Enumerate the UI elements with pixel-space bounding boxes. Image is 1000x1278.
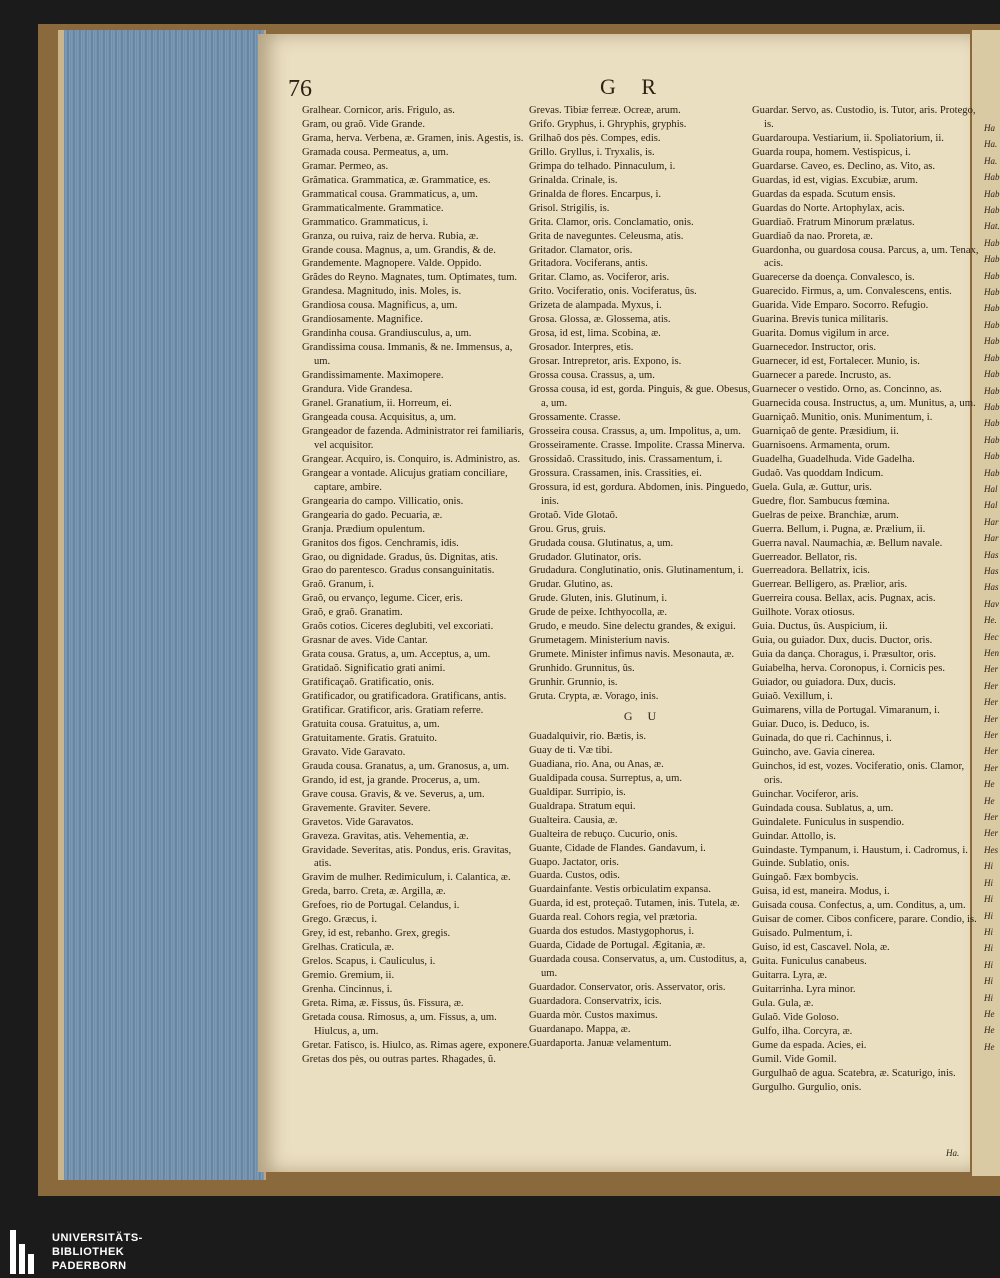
dictionary-entry: Gravato. Vide Garavato.	[302, 746, 406, 758]
dictionary-entry: Grito. Vociferatio, onis. Vociferatus, ûs.	[529, 286, 697, 298]
dictionary-entry: Gritador. Clamator, oris.	[529, 244, 633, 256]
right-page-stub: Hi	[984, 943, 993, 954]
dictionary-entry: Guita. Funiculus canabeus.	[752, 956, 867, 968]
right-page-stub: Hi	[984, 910, 993, 921]
right-page-stub: Her	[984, 730, 998, 741]
dictionary-entry: Guisa, id est, maneira. Modus, i.	[752, 886, 890, 898]
dictionary-entry: Guarda real. Cohors regia, vel prætoria.	[529, 912, 698, 924]
dictionary-entry: Grotaõ. Vide Glotaõ.	[529, 509, 618, 521]
dictionary-entry: Gretada cousa. Rimosus, a, um. Fissus, a, um. Hiulcus, a, um.	[302, 1011, 497, 1037]
dictionary-entry: Guardadora. Conservatrix, icis.	[529, 996, 662, 1008]
dictionary-entry: Grumete. Minister infimus navis. Mesonauta, æ.	[529, 649, 735, 661]
right-page-stub: Hab	[984, 369, 1000, 380]
dictionary-entry: Grisol. Strigilis, is.	[529, 202, 610, 214]
dictionary-entry: Guarita. Domus vigilum in arce.	[752, 328, 890, 340]
dictionary-entry: Gravim de mulher. Redimiculum, i. Calantica, æ.	[302, 872, 511, 884]
dictionary-entry: Grammatico. Grammaticus, i.	[302, 216, 429, 228]
dictionary-entry: Grosa, id est, lima. Scobina, æ.	[529, 328, 661, 340]
dictionary-entry: Grudar. Glutino, as.	[529, 579, 613, 591]
dictionary-entry: Gruta. Crypta, æ. Vorago, inis.	[529, 691, 659, 703]
dictionary-entry: Guindada cousa. Sublatus, a, um.	[752, 802, 894, 814]
dictionary-entry: Gualteira. Causia, æ.	[529, 814, 618, 826]
dictionary-entry: Guardaroupa. Vestiarium, ii. Spoliatorium, ii.	[752, 132, 944, 144]
dictionary-entry: Grilhaõ dos pès. Compes, edis.	[529, 132, 661, 144]
right-page-stub: Hab	[984, 418, 1000, 429]
dictionary-entry: Gramada cousa. Permeatus, a, um.	[302, 146, 449, 158]
dictionary-entry: Guia, ou guiador. Dux, ducis. Ductor, oris.	[752, 635, 933, 647]
dictionary-entry: Grevas. Tibiæ ferreæ. Ocreæ, arum.	[529, 105, 681, 116]
right-page-stub: He	[984, 795, 995, 806]
dictionary-entry: Grudo, e meudo. Sine delectu grandes, & exigui.	[529, 621, 736, 633]
dictionary-entry: Guela. Gula, æ. Guttur, uris.	[752, 481, 872, 493]
dictionary-entry: Gramar. Permeo, as.	[302, 160, 389, 172]
right-page-stub: Hab	[984, 434, 1000, 445]
dictionary-entry: Grude de peixe. Ichthyocolla, æ.	[529, 607, 667, 619]
dictionary-entry: Gualteira de rebuço. Cucurio, onis.	[529, 828, 678, 840]
page-number: 76	[288, 76, 312, 102]
dictionary-entry: Gram, ou graõ. Vide Grande.	[302, 118, 426, 130]
dictionary-entry: Grifo. Gryphus, i. Ghryphis, gryphis.	[529, 118, 687, 130]
right-page-stub: Hi	[984, 959, 993, 970]
dictionary-entry: Grangear. Acquiro, is. Conquiro, is. Administro, as.	[302, 453, 521, 465]
dictionary-entry: Grinalda. Crinale, is.	[529, 174, 618, 186]
dictionary-entry: Guardiaõ da nao. Proreta, æ.	[752, 230, 873, 242]
dictionary-entry: Grude. Gluten, inis. Glutinum, i.	[529, 593, 668, 605]
dictionary-entry: Guarecerse da doença. Convalesco, is.	[752, 272, 915, 284]
column-3	[752, 104, 980, 1095]
dictionary-entry: Graõs cotios. Ciceres deglubiti, vel excoriati.	[302, 621, 494, 633]
dictionary-entry: Guarda. Custos, odis.	[529, 870, 620, 882]
dictionary-entry: Guinchos, id est, vozes. Vociferatio, onis. Clamor, oris.	[752, 760, 965, 786]
dictionary-entry: Guarnecedor. Instructor, oris.	[752, 342, 877, 354]
dictionary-entry: Grelos. Scapus, i. Cauliculus, i.	[302, 956, 436, 968]
dictionary-entry: Grandissima cousa. Immanis, & ne. Immensus, a, um.	[302, 342, 513, 368]
dictionary-entry: Guarniçaõ de gente. Præsidium, ii.	[752, 425, 899, 437]
dictionary-entry: Gratuita cousa. Gratuitus, a, um.	[302, 718, 440, 730]
right-page-stub: Her	[984, 746, 998, 757]
dictionary-entry: Guitarrinha. Lyra minor.	[752, 984, 856, 996]
library-line-2: BIBLIOTHEK	[52, 1246, 125, 1258]
dictionary-entry: Guelras de peixe. Branchiæ, arum.	[752, 509, 899, 521]
dictionary-entry: Gume da espada. Acies, ei.	[752, 1039, 867, 1051]
right-page-stub: Hab	[984, 451, 1000, 462]
dictionary-entry: Grando, id est, ja grande. Procerus, a, um.	[302, 774, 480, 786]
dictionary-entry: Gulaõ. Vide Goloso.	[752, 1011, 839, 1023]
dictionary-entry: Gratidaõ. Significatio grati animi.	[302, 663, 446, 675]
right-page-stub: Hal	[984, 483, 998, 494]
dictionary-entry: Grou. Grus, gruis.	[529, 523, 606, 535]
dictionary-entry: Gualdrapa. Stratum equi.	[529, 800, 636, 812]
dictionary-entry: Gurgulhaõ de agua. Scatebra, æ. Scaturigo, inis.	[752, 1067, 956, 1079]
dictionary-entry: Gravidade. Severitas, atis. Pondus, eris. Gravitas, atis.	[302, 844, 512, 870]
dictionary-entry: Grita de naveguntes. Celeusma, atis.	[529, 230, 684, 242]
right-page-stub: Hab	[984, 385, 1000, 396]
dictionary-entry: Guerra naval. Naumachia, æ. Bellum navale.	[752, 537, 943, 549]
right-page-stub: Hav	[984, 598, 999, 609]
dictionary-entry: Gula. Gula, æ.	[752, 998, 814, 1009]
right-page-stub: Hab	[984, 270, 1000, 281]
dictionary-entry: Granel. Granatium, ii. Horreum, ei.	[302, 398, 452, 410]
right-page-stub: He.	[984, 615, 997, 626]
dictionary-entry: Grossidaõ. Crassitudo, inis. Crassamentum, i.	[529, 453, 723, 465]
right-page-stub: Ha	[984, 123, 995, 133]
dictionary-entry: Guerra. Bellum, i. Pugna, æ. Prælium, ii.	[752, 523, 926, 535]
dictionary-entry: Guerreador. Bellator, ris.	[752, 551, 858, 563]
dictionary-entry: Gratificaçaõ. Gratificatio, onis.	[302, 677, 435, 689]
dictionary-entry: Guinada, do que ri. Cachinnus, i.	[752, 732, 892, 744]
dictionary-entry: Gretar. Fatisco, is. Hiulco, as. Rimas agere, exponere.	[302, 1039, 530, 1051]
dictionary-entry: Grandesa. Magnitudo, inis. Moles, is.	[302, 286, 462, 298]
right-page-stub: Hab	[984, 336, 1000, 347]
dictionary-entry: Grangearia do campo. Villicatio, onis.	[302, 495, 464, 507]
dictionary-entry: Gudaõ. Vas quoddam Indicum.	[752, 467, 884, 479]
dictionary-entry: Gratificar. Gratificor, aris. Gratiam referre.	[302, 704, 484, 716]
dictionary-entry: Guarda roupa, homem. Vestispicus, i.	[752, 146, 911, 158]
dictionary-entry: Granja. Prædium opulentum.	[302, 523, 425, 535]
dictionary-entry: Guadelha, Guadelhuda. Vide Gadelha.	[752, 453, 915, 465]
right-page-stub: Hab	[984, 401, 1000, 412]
right-page-stub: Hi	[984, 877, 993, 888]
dictionary-entry: Guerreira cousa. Bellax, acis. Pugnax, acis.	[752, 593, 936, 605]
dictionary-entry: Guadalquivir, rio. Bætis, is.	[529, 730, 646, 742]
dictionary-entry: Guarina. Brevis tunica militaris.	[752, 314, 889, 326]
dictionary-entry: Gulfo, ilha. Corcyra, æ.	[752, 1025, 853, 1037]
right-page-stub: Has	[984, 549, 999, 560]
right-page-stub: Hi	[984, 926, 993, 937]
library-line-1: UNIVERSITÄTS-	[52, 1232, 143, 1244]
dictionary-entry: Gralhear. Cornicor, aris. Frigulo, as.	[302, 105, 455, 116]
dictionary-entry: Guardaporta. Januæ velamentum.	[529, 1037, 672, 1049]
dictionary-entry: Guiador, ou guiadora. Dux, ducis.	[752, 677, 896, 689]
dictionary-entry: Grunhido. Grunnitus, ûs.	[529, 663, 635, 675]
dictionary-entry: Grosa. Glossa, æ. Glossema, atis.	[529, 314, 671, 326]
dictionary-entry: Grangeada cousa. Acquisitus, a, um.	[302, 411, 457, 423]
library-line-3: PADERBORN	[52, 1260, 127, 1272]
dictionary-entry: Guardar. Servo, as. Custodio, is. Tutor, aris. Protego, is.	[752, 105, 976, 130]
right-page-stub: Her	[984, 713, 998, 724]
dictionary-entry: Grandinha cousa. Grandiusculus, a, um.	[302, 328, 472, 340]
dictionary-entry: Guarda, Cidade de Portugal. Ægitania, æ.	[529, 940, 706, 952]
dictionary-entry: Guiabelha, herva. Coronopus, i. Cornicis pes.	[752, 663, 946, 675]
right-page-stub: Her	[984, 664, 998, 675]
dictionary-entry: Guante, Cidade de Flandes. Gandavum, i.	[529, 842, 706, 854]
dictionary-entry: Guarda mòr. Custos maximus.	[529, 1010, 658, 1021]
right-page-stub: He	[984, 1025, 995, 1036]
right-page-stub: Her	[984, 697, 998, 708]
dictionary-entry: Grama, herva. Verbena, æ. Gramen, inis. Agestis, is.	[302, 132, 524, 144]
dictionary-entry: Gremio. Gremium, ii.	[302, 970, 395, 982]
right-page-stub: Hab	[984, 319, 1000, 330]
dictionary-entry: Guardador. Conservator, oris. Asservator, oris.	[529, 982, 726, 994]
dictionary-entry: Grenha. Cincinnus, i.	[302, 984, 393, 996]
dictionary-entry: Grillo. Gryllus, i. Tryxalis, is.	[529, 146, 655, 158]
right-page-stub: He	[984, 779, 995, 790]
dictionary-entry: Guingaõ. Fæx bombycis.	[752, 872, 859, 884]
dictionary-entry: Grandissimamente. Maximopere.	[302, 370, 444, 382]
dictionary-entry: Grandiosa cousa. Magnificus, a, um.	[302, 300, 458, 312]
dictionary-entry: Grunhir. Grunnio, is.	[529, 677, 618, 689]
dictionary-entry: Grimpa do telhado. Pinnaculum, i.	[529, 160, 676, 172]
dictionary-entry: Guardas da espada. Scutum ensis.	[752, 188, 896, 200]
dictionary-entry: Guimarens, villa de Portugal. Vimaranum, i.	[752, 704, 940, 716]
dictionary-entry: Grave cousa. Gravis, & ve. Severus, a, um.	[302, 788, 485, 800]
dictionary-entry: Gratuitamente. Gratis. Gratuito.	[302, 732, 438, 744]
dictionary-entry: Guarnisoens. Armamenta, orum.	[752, 439, 890, 451]
dictionary-entry: Grandiosamente. Magnifice.	[302, 314, 423, 326]
dictionary-entry: Grefoes, rio de Portugal. Celandus, i.	[302, 900, 460, 912]
right-page-stub: Her	[984, 680, 998, 691]
dictionary-entry: Guiaõ. Vexillum, i.	[752, 691, 833, 703]
dictionary-entry: Grossamente. Crasse.	[529, 411, 621, 423]
dictionary-entry: Guarida. Vide Emparo. Socorro. Refugio.	[752, 300, 929, 312]
dictionary-entry: Gritar. Clamo, as. Vociferor, aris.	[529, 272, 670, 284]
dictionary-entry: Guiso, id est, Cascavel. Nola, æ.	[752, 942, 890, 954]
dictionary-entry: Grosar. Intrepretor, aris. Expono, is.	[529, 356, 682, 368]
right-page-stub: Ha.	[984, 155, 998, 166]
running-header: G R	[600, 74, 667, 99]
dictionary-entry: Grammaticalmente. Grammatice.	[302, 202, 444, 214]
dictionary-entry: Guardonha, ou guardosa cousa. Parcus, a, um. Tenax, acis.	[752, 244, 979, 270]
dictionary-entry: Grego. Græcus, i.	[302, 914, 378, 926]
dictionary-entry: Grao, ou dignidade. Gradus, ûs. Dignitas, atis.	[302, 551, 498, 563]
right-page-stub: Hi	[984, 992, 993, 1003]
dictionary-entry: Grãmatica. Grammatica, æ. Grammatice, es.	[302, 174, 491, 186]
dictionary-entry: Guindalete. Funiculus in suspendio.	[752, 816, 905, 828]
right-page-stub: Hab	[984, 352, 1000, 363]
dictionary-entry: Graõ, ou ervanço, legume. Cicer, eris.	[302, 593, 463, 605]
right-page-stub: Hi	[984, 976, 993, 987]
dictionary-entry: Grao do parentesco. Gradus consanguinitatis.	[302, 565, 495, 577]
dictionary-entry: Guardas do Norte. Artophylax, acis.	[752, 202, 905, 214]
dictionary-entry: Guindaste. Tympanum, i. Haustum, i. Cadromus, i.	[752, 844, 968, 856]
dictionary-entry: Gritadora. Vociferans, antis.	[529, 258, 648, 270]
dictionary-entry: Grossa cousa, id est, gorda. Pinguis, & gue. Obesus, a, um.	[529, 384, 751, 410]
dictionary-entry: Guarnecer a parede. Incrusto, as.	[752, 370, 892, 382]
right-page-stub: Hec	[984, 631, 999, 642]
dictionary-entry: Guardainfante. Vestis orbiculatim expansa.	[529, 884, 711, 896]
dictionary-entry: Grudada cousa. Glutinatus, a, um.	[529, 537, 674, 549]
right-page-stub: Her	[984, 812, 998, 823]
dictionary-entry: Guarnecer, id est, Fortalecer. Munio, is.	[752, 356, 920, 368]
dictionary-entry: Grangearia do gado. Pecuaria, æ.	[302, 509, 443, 521]
dictionary-entry: Gravemente. Graviter. Severe.	[302, 802, 431, 814]
dictionary-entry: Grandura. Vide Grandesa.	[302, 384, 413, 396]
right-page-stub: Hal	[984, 500, 998, 511]
dictionary-entry: Guiar. Duco, is. Deduco, is.	[752, 718, 870, 730]
dictionary-entry: Guarniçaõ. Munitio, onis. Munimentum, i.	[752, 411, 933, 423]
right-page-stub: He	[984, 1041, 995, 1052]
catchword: Ha.	[946, 1148, 960, 1158]
dictionary-entry: Grãdes do Reyno. Magnates, tum. Optimates, tum.	[302, 272, 518, 284]
dictionary-entry: Guerrear. Belligero, as. Prælior, aris.	[752, 579, 908, 591]
dictionary-entry: Gratificador, ou gratificadora. Gratificans, antis.	[302, 691, 507, 703]
library-logo-icon	[10, 1230, 38, 1274]
dictionary-entry: Guardada cousa. Conservatus, a, um. Custoditus, a, um.	[529, 954, 747, 980]
dictionary-entry: Guitarra. Lyra, æ.	[752, 970, 828, 982]
dictionary-entry: Guincho, ave. Gavia cinerea.	[752, 746, 875, 758]
right-page-stub: He	[984, 1008, 995, 1019]
dictionary-entry: Guilhote. Vorax otiosus.	[752, 607, 855, 619]
right-page-stub: Hab	[984, 303, 1000, 314]
right-page-stub: Hi	[984, 861, 993, 872]
right-page-stub: Has	[984, 565, 999, 576]
dictionary-entry: Grita. Clamor, oris. Conclamatio, onis.	[529, 216, 694, 228]
dictionary-entry: Grangeador de fazenda. Administrator rei familiaris, vel acquisitor.	[302, 425, 525, 451]
dictionary-entry: Guinde. Sublatio, onis.	[752, 858, 850, 870]
dictionary-entry: Guardarse. Caveo, es. Declino, as. Vito, as.	[752, 160, 936, 172]
dictionary-entry: Greda, barro. Creta, æ. Argilla, æ.	[302, 886, 446, 898]
dictionary-entry: Grosador. Interpres, etis.	[529, 342, 634, 354]
dictionary-entry: Gualdipada cousa. Surreptus, a, um.	[529, 772, 682, 784]
dictionary-entry: Gualdipar. Surripio, is.	[529, 786, 626, 798]
dictionary-entry: Guerreadora. Bellatrix, icis.	[752, 565, 870, 577]
dictionary-entry: Gurgulho. Gurgulio, onis.	[752, 1081, 862, 1093]
dictionary-entry: Guia. Ductus, ûs. Auspicium, ii.	[752, 621, 888, 633]
right-page-stub: Hab	[984, 467, 1000, 478]
dictionary-entry: Grauda cousa. Granatus, a, um. Granosus, a, um.	[302, 760, 510, 772]
dictionary-entry: Gravetos. Vide Garavatos.	[302, 816, 414, 828]
column-1	[302, 104, 530, 1067]
dictionary-entry: Greta. Rima, æ. Fissus, ûs. Fissura, æ.	[302, 998, 464, 1009]
dictionary-entry: Guay de ti. Væ tibi.	[529, 744, 613, 756]
dictionary-entry: Guisado. Pulmentum, i.	[752, 928, 853, 940]
library-logo	[10, 1230, 143, 1274]
dictionary-entry: Guapo. Jactator, oris.	[529, 856, 619, 868]
dictionary-entry: Guardas, id est, vigias. Excubiæ, arum.	[752, 174, 918, 186]
dictionary-entry: Graõ. Granum, i.	[302, 579, 375, 591]
right-page-stub: Her	[984, 828, 998, 839]
dictionary-entry: Grangear a vontade. Alicujus gratiam conciliare, captare, ambire.	[302, 467, 508, 493]
right-page-stub: Har	[984, 533, 999, 544]
library-logo-text	[52, 1231, 143, 1273]
dictionary-entry: Guarecido. Firmus, a, um. Convalescens, entis.	[752, 286, 952, 298]
dictionary-entry: Grumetagem. Ministerium navis.	[529, 635, 670, 647]
dictionary-entry: Grey, id est, rebanho. Grex, gregis.	[302, 928, 451, 940]
right-page-stub: Hab	[984, 237, 1000, 248]
right-page-stub: Har	[984, 516, 999, 527]
dictionary-entry: Grizeta de alampada. Myxus, i.	[529, 300, 662, 312]
dictionary-entry: Guarnecida cousa. Instructus, a, um. Munitus, a, um.	[752, 398, 976, 410]
dictionary-entry: Guedre, flor. Sambucus fœmina.	[752, 495, 890, 507]
dictionary-entry: Guadiana, rio. Ana, ou Anas, æ.	[529, 758, 664, 770]
dictionary-entry: Guarda dos estudos. Mastygophorus, i.	[529, 926, 695, 938]
dictionary-entry: Granitos dos figos. Cenchramis, idis.	[302, 537, 459, 549]
dictionary-entry: Gumil. Vide Gomil.	[752, 1053, 837, 1065]
dictionary-entry: Grinalda de flores. Encarpus, i.	[529, 188, 662, 200]
dictionary-entry: Grasnar de aves. Vide Cantar.	[302, 635, 428, 647]
dictionary-entry: Grandemente. Magnopere. Valde. Oppido.	[302, 258, 482, 270]
dictionary-entry: Grata cousa. Gratus, a, um. Acceptus, a, um.	[302, 649, 491, 661]
dictionary-entry: Grammatical cousa. Grammaticus, a, um.	[302, 188, 478, 200]
dictionary-entry: Grudadura. Conglutinatio, onis. Glutinamentum, i.	[529, 565, 744, 577]
right-page-stub: Her	[984, 762, 998, 773]
dictionary-entry: Guisar de comer. Cibos conficere, parare. Condio, is.	[752, 914, 977, 926]
right-page-stub: Hen	[984, 648, 999, 658]
dictionary-entry: Graveza. Gravitas, atis. Vehementia, æ.	[302, 830, 469, 842]
dictionary-entry: Grudador. Glutinator, oris.	[529, 551, 642, 563]
section-subheading: G U	[623, 708, 663, 723]
dictionary-entry: Grossura, id est, gordura. Abdomen, inis. Pinguedo, inis.	[529, 481, 749, 507]
dictionary-entry: Guinchar. Vociferor, aris.	[752, 788, 859, 800]
right-page-stub: Hab	[984, 188, 1000, 199]
dictionary-entry: Grosseira cousa. Crassus, a, um. Impolitus, a, um.	[529, 425, 741, 437]
page-edge-block	[58, 30, 266, 1180]
right-page-stub: Hab	[984, 172, 1000, 183]
dictionary-entry: Guarnecer o vestido. Orno, as. Concinno, as.	[752, 384, 942, 396]
right-page-stub: Has	[984, 582, 999, 593]
dictionary-entry: Guardiaõ. Fratrum Minorum prælatus.	[752, 216, 915, 228]
dictionary-entry: Guisada cousa. Confectus, a, um. Conditus, a, um.	[752, 900, 966, 912]
right-page-stub: Hat.	[984, 221, 1000, 232]
dictionary-entry: Granza, ou ruiva, raiz de herva. Rubia, æ.	[302, 230, 479, 242]
dictionary-entry: Grelhas. Craticula, æ.	[302, 942, 395, 954]
right-page-stub: Hes	[984, 844, 998, 855]
footer-bar	[0, 1228, 1000, 1278]
dictionary-entry: Grande cousa. Magnus, a, um. Grandis, & de.	[302, 244, 496, 256]
dictionary-entry: Grossa cousa. Crassus, a, um.	[529, 370, 655, 382]
right-page-stub: Hab	[984, 254, 1000, 265]
dictionary-entry: Guia da dança. Choragus, i. Præsultor, oris.	[752, 649, 937, 661]
dictionary-entry: Guardanapo. Mappa, æ.	[529, 1023, 631, 1035]
column-2	[529, 104, 757, 1051]
dictionary-entry: Grossura. Crassamen, inis. Crassities, ei.	[529, 467, 702, 479]
dictionary-entry: Grosseiramente. Crasse. Impolite. Crassa Minerva.	[529, 439, 745, 451]
right-page-stub: Hi	[984, 894, 993, 905]
dictionary-entry: Guarda, id est, proteçaõ. Tutamen, inis. Tutela, æ.	[529, 898, 740, 910]
dictionary-entry: Guindar. Attollo, is.	[752, 830, 836, 842]
right-page-stub: Hab	[984, 287, 1000, 298]
right-page-stub: Hab	[984, 205, 1000, 216]
dictionary-entry: Graõ, e graõ. Granatim.	[302, 607, 403, 619]
right-page-stub: Ha.	[984, 139, 998, 150]
dictionary-entry: Gretas dos pès, ou outras partes. Rhagades, ũ.	[302, 1053, 496, 1065]
